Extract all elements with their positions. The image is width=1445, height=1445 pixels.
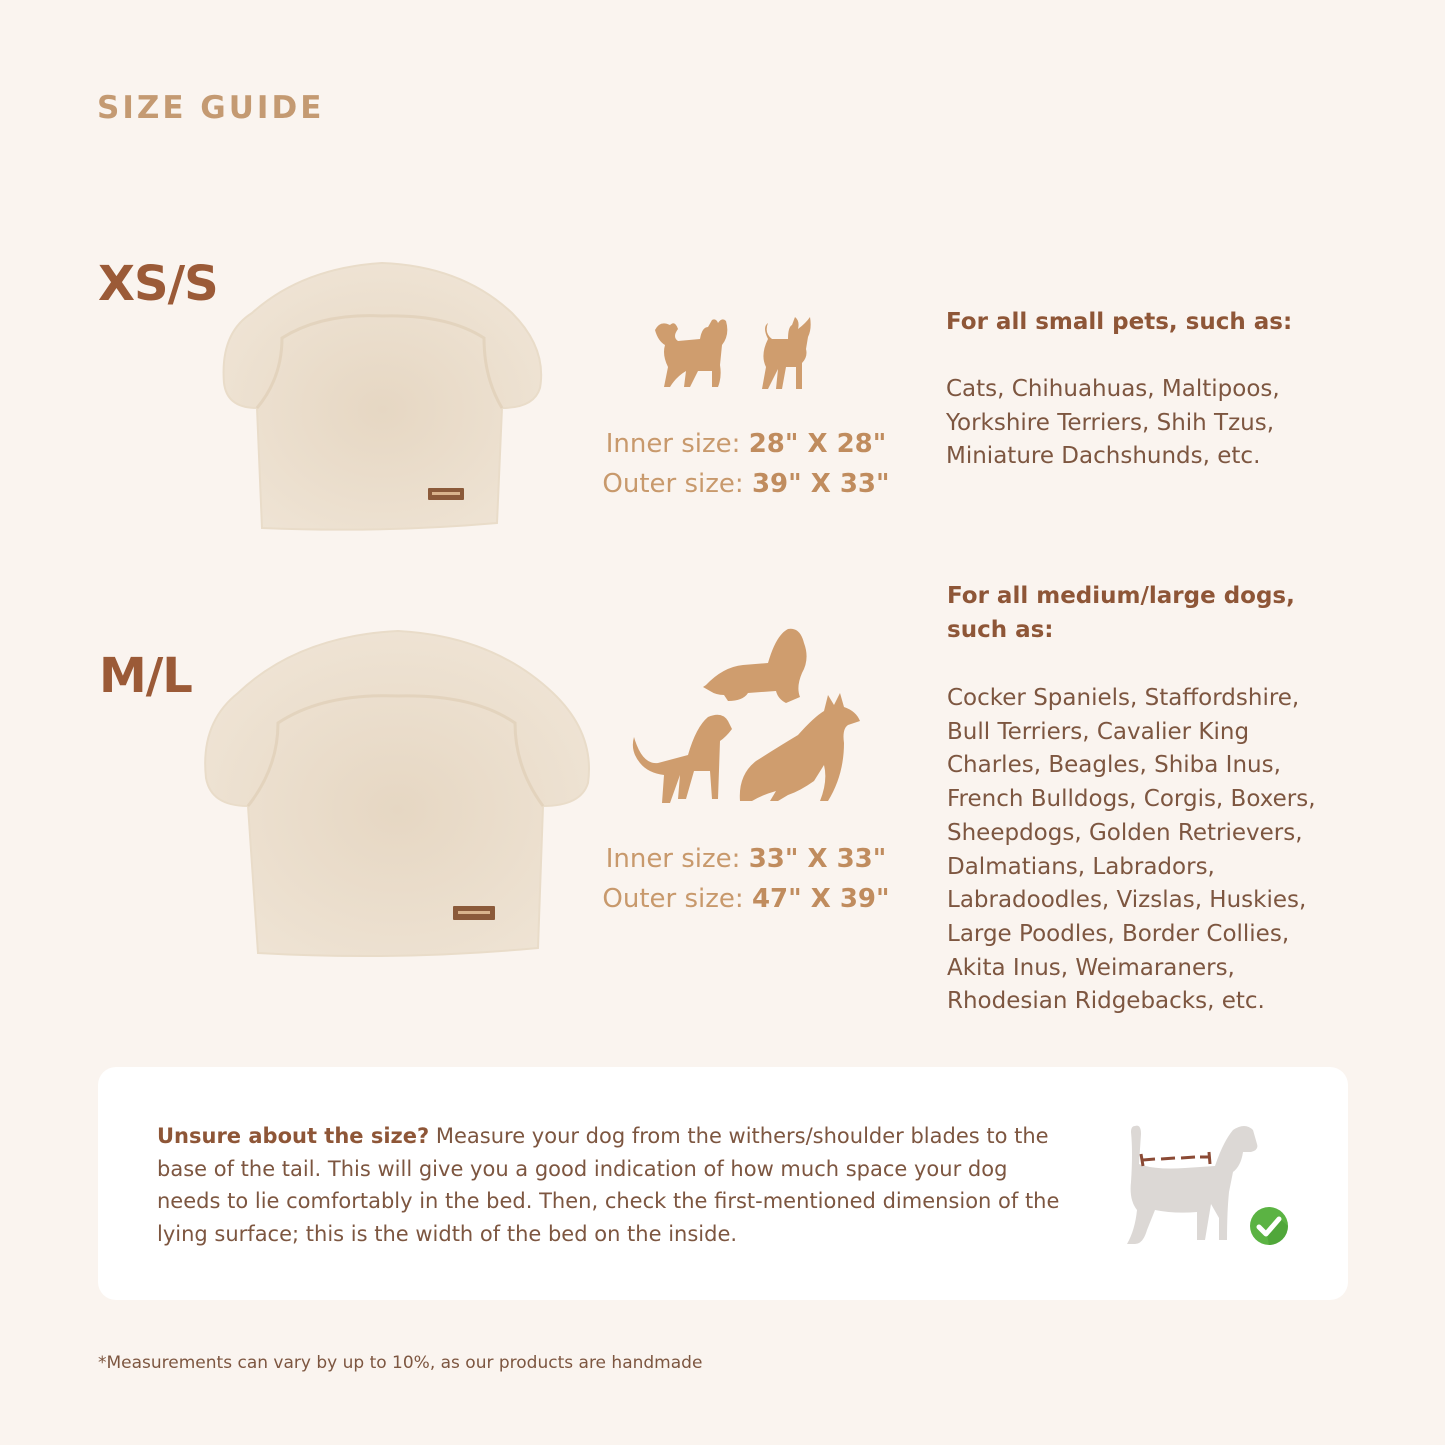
tip-body: Measure your dog from the withers/shoulder blades to the base of the tail. This will give you a good indication of how much space your dog needs to lie comfortably in the bed. Then, check the first-mentioned dimension of the lying surface; this is the width of the bed on the inside. xyxy=(157,1124,1060,1246)
outer-size-xs-s: Outer size: 39" X 33" xyxy=(602,469,890,499)
suitable-heading-m-l xyxy=(947,579,1367,647)
suitable-heading-xs-s: For all small pets, such as: xyxy=(946,309,1293,335)
breed-line: Yorkshire Terriers, Shih Tzus, xyxy=(946,409,1275,436)
size-label-xs-s: XS/S xyxy=(98,256,218,312)
large-dogs-silhouette-icon xyxy=(628,625,863,807)
breed-line: Sheepdogs, Golden Retrievers, xyxy=(947,819,1303,846)
page-title: SIZE GUIDE xyxy=(97,90,325,126)
suitable-list-m-l xyxy=(947,682,1367,1019)
size-label-m-l: M/L xyxy=(99,648,192,704)
breed-line: Cats, Chihuahuas, Maltipoos, xyxy=(946,376,1280,402)
bed-image-m-l xyxy=(203,628,593,958)
dimensions-m-l xyxy=(600,839,892,919)
small-dogs-silhouette-icon xyxy=(650,315,815,393)
inner-size-m-l: Inner size: 33" X 33" xyxy=(605,844,887,874)
dimensions-xs-s xyxy=(600,424,892,504)
breed-line: Dalmatians, Labradors, xyxy=(947,853,1215,880)
heading-line: such as: xyxy=(947,617,1054,643)
breed-line: Charles, Beagles, Shiba Inus, xyxy=(947,752,1281,779)
dog-measure-icon xyxy=(1115,1122,1260,1247)
suitable-breeds-xs-s xyxy=(946,305,1346,474)
breed-line: Bull Terriers, Cavalier King xyxy=(947,718,1250,745)
breed-line: Cocker Spaniels, Staffordshire, xyxy=(947,685,1300,711)
tip-heading: Unsure about the size? xyxy=(157,1124,430,1148)
outer-size-m-l: Outer size: 47" X 39" xyxy=(602,884,890,914)
breed-line: Miniature Dachshunds, etc. xyxy=(946,443,1261,470)
size-tip-text xyxy=(157,1120,1077,1250)
footnote: *Measurements can vary by up to 10%, as our products are handmade xyxy=(98,1353,703,1373)
suitable-list-xs-s xyxy=(946,373,1346,474)
bed-image-xs-s xyxy=(222,258,547,533)
inner-size-xs-s: Inner size: 28" X 28" xyxy=(605,429,887,459)
breed-line: Large Poodles, Border Collies, xyxy=(947,920,1290,947)
breed-line: French Bulldogs, Corgis, Boxers, xyxy=(947,786,1316,813)
heading-line: For all medium/large dogs, xyxy=(947,583,1295,609)
suitable-breeds-m-l xyxy=(947,579,1367,1019)
breed-line: Labradoodles, Vizslas, Huskies, xyxy=(947,887,1307,914)
breed-line: Akita Inus, Weimaraners, xyxy=(947,954,1235,981)
check-circle-icon xyxy=(1249,1206,1289,1250)
breed-line: Rhodesian Ridgebacks, etc. xyxy=(947,988,1265,1015)
